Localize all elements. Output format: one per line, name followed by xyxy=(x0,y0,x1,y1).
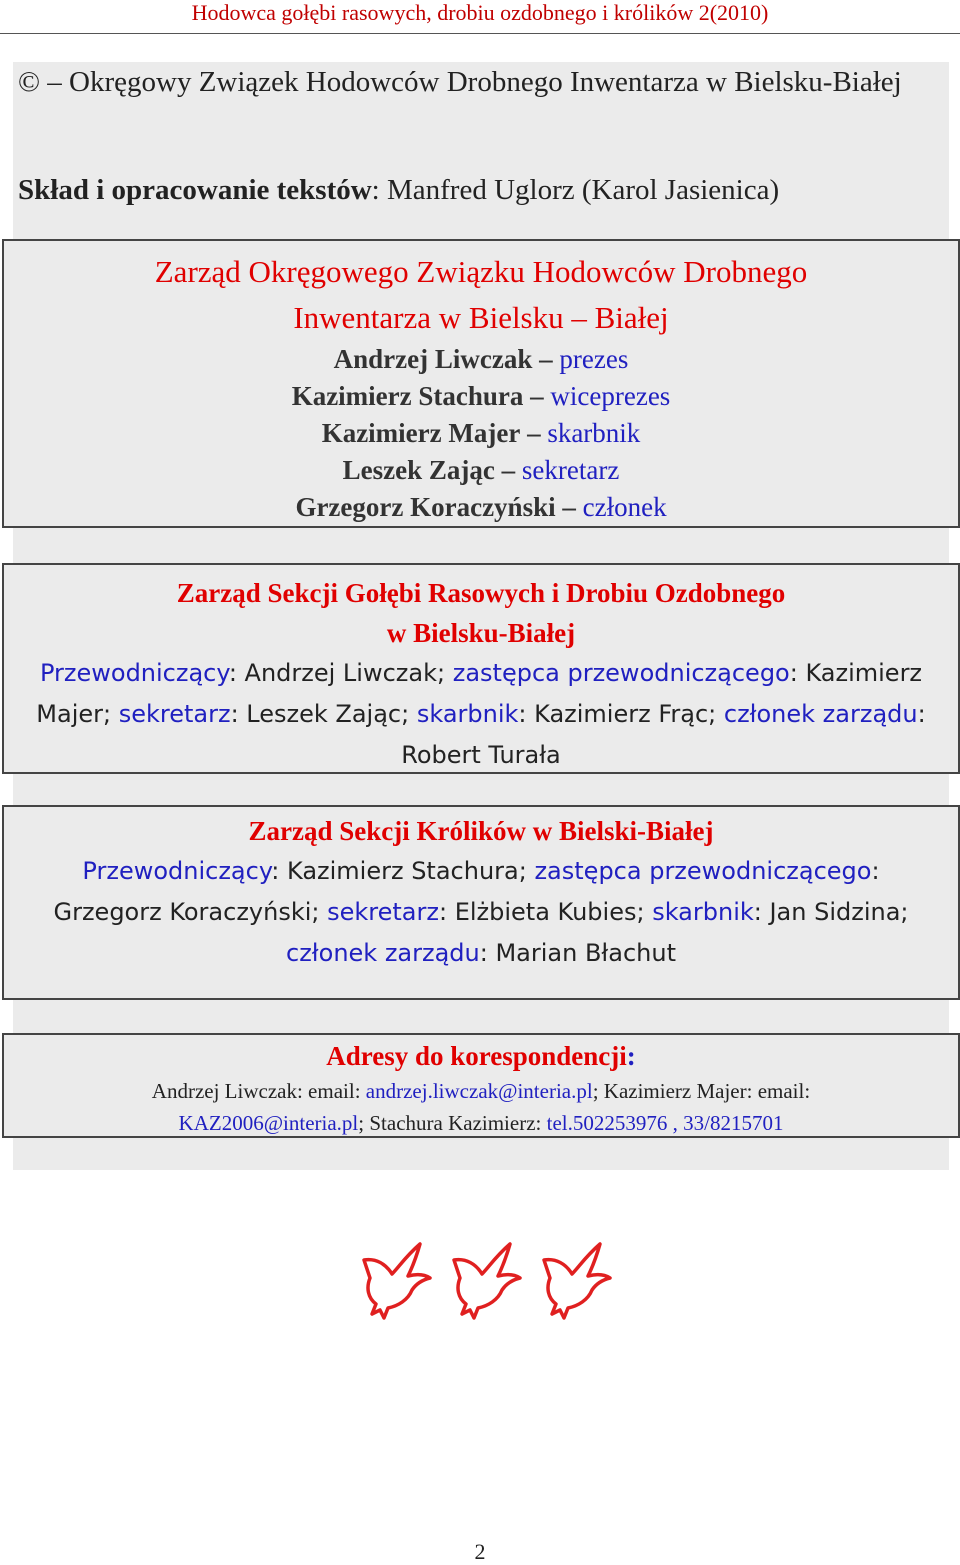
member-name: Grzegorz Koraczyński xyxy=(295,492,556,522)
secretary-value: : Elżbieta Kubies; xyxy=(438,898,653,926)
treasurer-label: skarbnik xyxy=(652,898,754,926)
member-name: Leszek Zając xyxy=(342,455,495,485)
member-role: sekretarz xyxy=(521,455,620,485)
member-dash: – xyxy=(539,344,553,374)
pigeon-title-line2: w Bielsku-Białej xyxy=(386,618,576,648)
treasurer-value: : Kazimierz Frąc; xyxy=(518,700,724,728)
contact-line1-suffix: ; Kazimierz Majer: email: xyxy=(592,1079,811,1103)
member-dash: – xyxy=(562,492,576,522)
contacts-text xyxy=(4,1075,958,1139)
contacts-title-colon: : xyxy=(626,1041,636,1071)
board-member-row xyxy=(4,415,958,452)
rabbit-section-box xyxy=(2,805,960,1000)
pigeon-section-box xyxy=(2,563,960,774)
member-name: Andrzej Liwczak xyxy=(333,344,533,374)
treasurer-label: skarbnik xyxy=(416,700,519,728)
member-role: prezes xyxy=(559,344,629,374)
board-member-row xyxy=(4,489,958,526)
secretary-value: : Leszek Zając; xyxy=(230,700,417,728)
doves-ornament xyxy=(356,1238,616,1322)
page-number: 2 xyxy=(474,1539,486,1564)
member-label: członek zarządu xyxy=(723,700,918,728)
board-member-row xyxy=(4,341,958,378)
member-role: członek xyxy=(582,492,667,522)
board-member-row xyxy=(4,452,958,489)
secretary-label: sekretarz xyxy=(327,898,439,926)
email-link-majer[interactable]: KAZ2006@interia.pl xyxy=(178,1111,359,1135)
rabbit-title: Zarząd Sekcji Królików w Bielski-Białej xyxy=(248,816,714,846)
phone-numbers: tel.502253976 , 33/8215701 xyxy=(546,1111,784,1135)
contacts-title: Adresy do korespondencji xyxy=(326,1041,627,1071)
board-title-line2: Inwentarza w Bielsku – Białej xyxy=(293,300,669,335)
dove-icon xyxy=(544,1244,610,1318)
member-dash: – xyxy=(530,381,544,411)
chair-value: : Kazimierz Stachura; xyxy=(271,857,535,885)
district-board-box xyxy=(2,239,960,528)
member-dash: – xyxy=(501,455,516,485)
member-value: : Robert Turała xyxy=(401,700,926,769)
board-member-row xyxy=(4,378,958,415)
contacts-title-line xyxy=(4,1037,958,1075)
treasurer-value: : Jan Sidzina; xyxy=(753,898,909,926)
copyright-text: © – Okręgowy Związek Hodowców Drobnego Inwentarza w Bielsku-Białej xyxy=(18,66,902,98)
deputy-label: zastępca przewodniczącego xyxy=(534,857,872,885)
chair-label: Przewodniczący xyxy=(39,659,229,687)
deputy-label: zastępca przewodniczącego xyxy=(452,659,790,687)
chair-label: Przewodniczący xyxy=(82,857,272,885)
running-header xyxy=(0,0,960,34)
contacts-box xyxy=(2,1033,960,1138)
secretary-label: sekretarz xyxy=(118,700,231,728)
member-role: skarbnik xyxy=(547,418,641,448)
composition-value: : Manfred Uglorz (Karol Jasienica) xyxy=(371,174,780,206)
running-title: Hodowca gołębi rasowych, drobiu ozdobnego i królików 2(2010) xyxy=(191,0,769,25)
contact-line1-prefix: Andrzej Liwczak: email: xyxy=(151,1079,366,1103)
contact-line2-mid: ; Stachura Kazimierz: xyxy=(358,1111,547,1135)
member-name: Kazimierz Stachura xyxy=(291,381,524,411)
dove-icon xyxy=(454,1244,520,1318)
member-role: wiceprezes xyxy=(550,381,671,411)
dove-icon xyxy=(364,1244,430,1318)
deputy-value: : Grzegorz Koraczyński; xyxy=(53,857,880,926)
member-dash: – xyxy=(527,418,541,448)
copyright-line xyxy=(18,64,948,101)
rabbit-members-text xyxy=(4,851,958,974)
chair-value: : Andrzej Liwczak; xyxy=(228,659,453,687)
member-value: : Marian Błachut xyxy=(479,939,676,967)
member-name: Kazimierz Majer xyxy=(321,418,521,448)
email-link-liwczak[interactable]: andrzej.liwczak@interia.pl xyxy=(365,1079,593,1103)
member-label: członek zarządu xyxy=(286,939,480,967)
pigeon-title-line1: Zarząd Sekcji Gołębi Rasowych i Drobiu Ozdobnego xyxy=(176,578,786,608)
board-title-line1: Zarząd Okręgowego Związku Hodowców Drobnego xyxy=(154,254,808,289)
pigeon-members-text xyxy=(4,653,958,776)
deputy-value: : Kazimierz Majer; xyxy=(36,659,923,728)
composition-label: Skład i opracowanie tekstów xyxy=(18,174,372,206)
composition-line xyxy=(18,172,948,209)
